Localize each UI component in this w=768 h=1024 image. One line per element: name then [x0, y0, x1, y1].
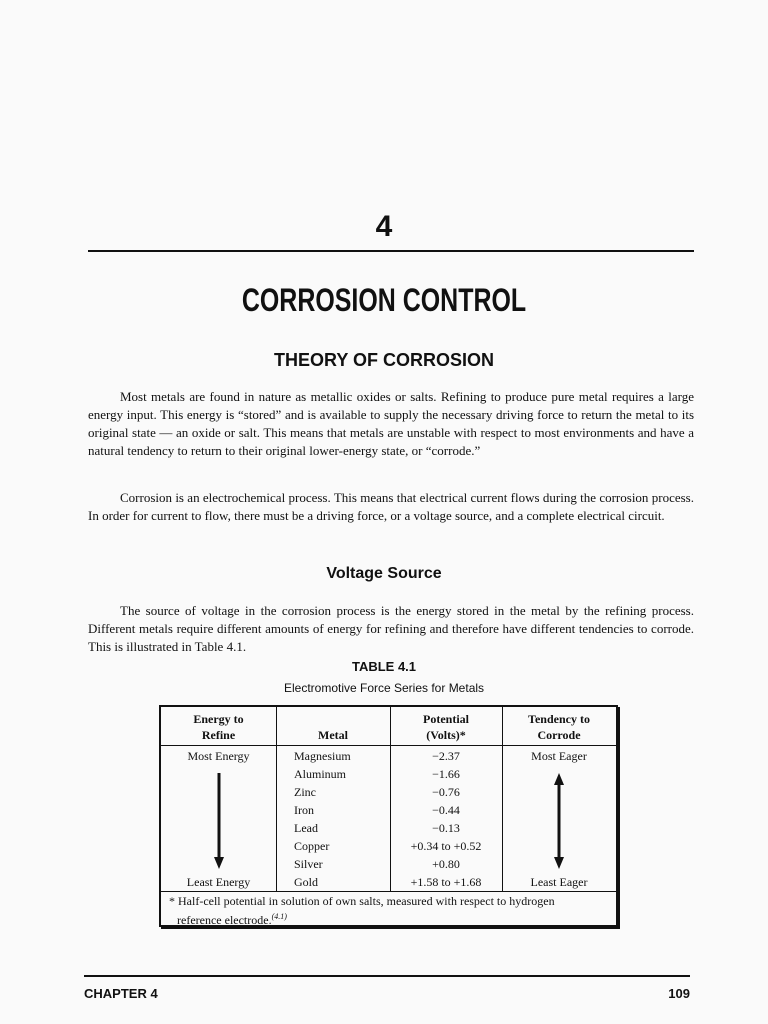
header-potential-line1: Potential: [423, 712, 469, 726]
metal-list: [294, 747, 351, 891]
header-tendency-line1: Tendency to: [528, 712, 590, 726]
energy-down-arrow-icon: [213, 773, 225, 871]
table-label: TABLE 4.1: [351, 659, 417, 674]
header-divider: [161, 745, 616, 746]
energy-bottom-label: Least Energy: [186, 875, 251, 889]
body-paragraph-2: Corrosion is an electrochemical process. This means that electrical current flows during the corrosion process. In order for current to flow, there must be a driving force, or a voltage source, and a complete electrical circuit.: [88, 490, 694, 523]
potential-value: +1.58 to +1.68: [410, 875, 482, 889]
potential-value: −0.76: [432, 785, 460, 799]
potential-value: −0.13: [432, 821, 460, 835]
header-energy-line1: Energy to: [193, 712, 244, 726]
emf-series-table: [159, 705, 618, 927]
page-number: 109: [668, 986, 690, 1001]
body-paragraph-3: The source of voltage in the corrosion process is the energy stored in the metal by the refining process. Different metals require different amounts of energy for refining and therefore have different tendencies to corrode. This is illustrated in Table 4.1.: [88, 603, 694, 654]
footer-chapter-label: CHAPTER 4: [84, 986, 158, 1001]
potential-value: −1.66: [432, 767, 460, 781]
subsection-heading: Voltage Source: [326, 565, 442, 582]
footnote-line2: [169, 909, 609, 928]
header-potential: [390, 711, 502, 743]
metal-name: Copper: [294, 839, 330, 853]
metal-name: Magnesium: [294, 749, 351, 763]
body-paragraph-1: Most metals are found in nature as metallic oxides or salts. Refining to produce pure metal requires a large energy input. This energy is “stored” and is available to supply the necessary driving force to return the metal to its original state — an oxide or salt. This means that metals are unstable with respect to most environments and have a natural tendency to return to their original lower-energy state, or “corrode.”: [88, 389, 694, 458]
footnote-divider: [161, 891, 616, 892]
table-caption: Electromotive Force Series for Metals: [283, 681, 485, 695]
table-footnote: [169, 893, 609, 928]
metal-name: Lead: [294, 821, 318, 835]
footnote-reference: (4.1): [271, 912, 287, 921]
header-energy: [161, 711, 276, 743]
metal-name: Silver: [294, 857, 323, 871]
potential-value: −2.37: [432, 749, 460, 763]
header-energy-line2: Refine: [201, 728, 236, 742]
header-metal: Metal: [318, 728, 348, 742]
footer-rule: [84, 975, 690, 977]
potential-value: +0.80: [432, 857, 460, 871]
potential-list: [390, 747, 502, 891]
header-tendency-line2: Corrode: [537, 728, 581, 742]
header-potential-line2: (Volts)*: [426, 728, 466, 742]
chapter-title: CORROSION CONTROL: [241, 282, 527, 318]
metal-name: Iron: [294, 803, 314, 817]
chapter-rule: [88, 250, 694, 252]
footnote-text: reference electrode.: [177, 913, 272, 927]
header-tendency: [502, 711, 616, 743]
footnote-line1: * Half-cell potential in solution of own salts, measured with respect to hydrogen: [169, 894, 555, 908]
metal-name: Zinc: [294, 785, 316, 799]
metal-name: Gold: [294, 875, 318, 889]
energy-top-label: Most Energy: [187, 749, 250, 763]
tendency-top-label: Most Eager: [531, 749, 587, 763]
tendency-arrow-icon: [553, 773, 565, 871]
tendency-bottom-label: Least Eager: [530, 875, 588, 889]
section-heading: THEORY OF CORROSION: [273, 350, 495, 370]
metal-name: Aluminum: [294, 767, 347, 781]
potential-value: −0.44: [432, 803, 460, 817]
chapter-number: 4: [375, 210, 393, 243]
potential-value: +0.34 to +0.52: [410, 839, 482, 853]
